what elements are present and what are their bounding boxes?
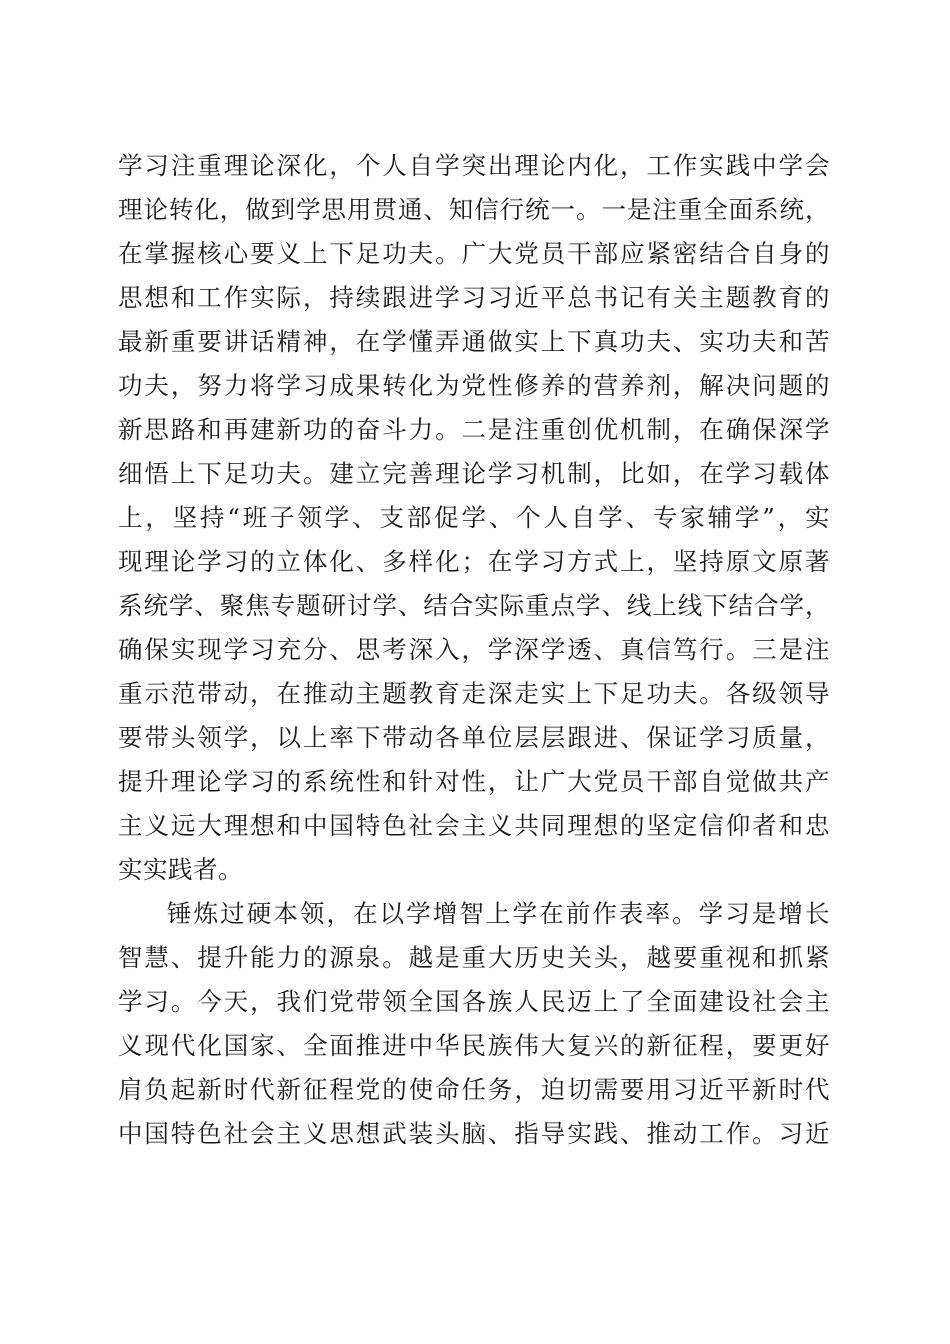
text-line: 智慧、提升能力的源泉。越是重大历史关头，越要重视和抓紧 [118, 943, 830, 972]
text-line: 锤炼过硬本领，在以学增智上学在前作表率。学习是增长 [167, 899, 830, 928]
paragraph-2 [118, 892, 830, 1156]
text-line: 义现代化国家、全面推进中华民族伟大复兴的新征程，要更好 [118, 1031, 830, 1060]
text-line: 思想和工作实际，持续跟进学习习近平总书记有关主题教育的 [118, 283, 830, 312]
body-text [118, 144, 830, 1156]
text-line: 肩负起新时代新征程党的使命任务，迫切需要用习近平新时代 [118, 1075, 830, 1104]
text-line: 在掌握核心要义上下足功夫。广大党员干部应紧密结合自身的 [118, 239, 830, 268]
text-line: 要带头领学，以上率下带动各单位层层跟进、保证学习质量， [118, 723, 830, 752]
paragraph-1 [118, 144, 830, 892]
text-line: 学习。今天，我们党带领全国各族人民迈上了全面建设社会主 [118, 987, 830, 1016]
text-line: 细悟上下足功夫。建立完善理论学习机制，比如，在学习载体 [118, 459, 830, 488]
text-line: 功夫，努力将学习成果转化为党性修养的营养剂，解决问题的 [118, 371, 830, 400]
text-line: 提升理论学习的系统性和针对性，让广大党员干部自觉做共产 [118, 767, 830, 796]
text-line: 学习注重理论深化，个人自学突出理论内化，工作实践中学会 [118, 151, 830, 180]
text-line: 主义远大理想和中国特色社会主义共同理想的坚定信仰者和忠 [118, 811, 830, 840]
text-line: 系统学、聚焦专题研讨学、结合实际重点学、线上线下结合学， [118, 591, 830, 620]
text-line: 最新重要讲话精神，在学懂弄通做实上下真功夫、实功夫和苦 [118, 327, 830, 356]
text-line: 实实践者。 [118, 855, 243, 884]
text-line: 重示范带动，在推动主题教育走深走实上下足功夫。各级领导 [118, 679, 830, 708]
text-line: 新思路和再建新功的奋斗力。二是注重创优机制，在确保深学 [118, 415, 830, 444]
text-line: 中国特色社会主义思想武装头脑、指导实践、推动工作。习近 [118, 1119, 830, 1148]
text-line: 上，坚持“班子领学、支部促学、个人自学、专家辅学”，实 [118, 503, 830, 532]
text-line: 理论转化，做到学思用贯通、知信行统一。一是注重全面系统， [118, 195, 830, 224]
text-line: 现理论学习的立体化、多样化；在学习方式上，坚持原文原著 [118, 547, 830, 576]
text-line: 确保实现学习充分、思考深入，学深学透、真信笃行。三是注 [118, 635, 830, 664]
